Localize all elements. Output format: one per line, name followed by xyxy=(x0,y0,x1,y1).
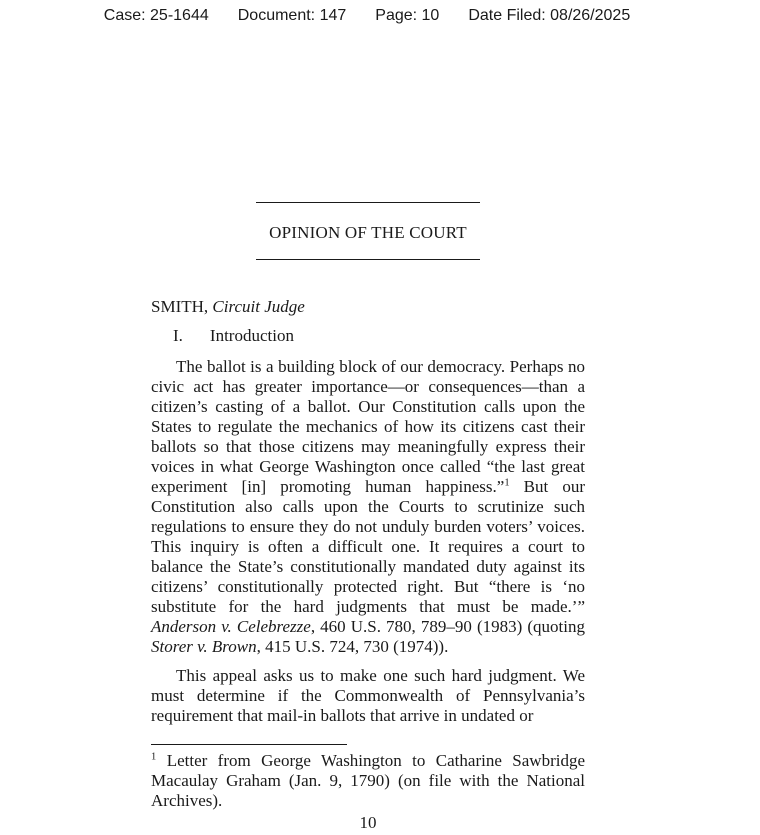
footnote-reference-1: 1 xyxy=(504,477,510,489)
body-paragraph-2: This appeal asks us to make one such hard judgment. We must determine if the Commonwealth of Pennsylvania’s requirement that mail-in ballots that arrive in undated or xyxy=(151,666,585,725)
case-citation-storer: Storer v. Brown xyxy=(151,637,257,656)
header-page-label: Page: 10 xyxy=(375,7,440,24)
author-name: SMITH, xyxy=(151,297,209,316)
footnote-1-text: Letter from George Washington to Catharine Sawbridge Macaulay Graham (Jan. 9, 1790) (on file with the National Archives). xyxy=(151,751,585,810)
header-case-label: Case: 25-1644 xyxy=(103,7,209,24)
body-paragraph-1 xyxy=(151,357,585,657)
paragraph1-text-4: , 415 U.S. 724, 730 (1974)). xyxy=(256,637,449,656)
page-number: 10 xyxy=(359,813,377,832)
case-citation-anderson: Anderson v. Celebrezze xyxy=(151,617,311,636)
section-numeral: I. xyxy=(173,326,183,345)
banner-rule-bottom xyxy=(256,259,480,260)
section-title: Introduction xyxy=(209,326,294,345)
opinion-banner xyxy=(256,202,480,260)
opinion-banner-title: OPINION OF THE COURT xyxy=(269,223,467,242)
pdf-stamp-header xyxy=(0,7,747,25)
footnote-marker-1: 1 xyxy=(151,751,157,763)
paragraph1-text-1: The ballot is a building block of our democracy. Perhaps no civic act has greater importance—or consequences—than a citizen’s casting of a ballot. Our Constitution calls upon the States to regulate the mechanics of how its citizens cast their ballots so that those citizens may meaningfully express their voices in what George Washington once called “the last great experiment [in] promoting human happiness.” xyxy=(151,357,585,496)
author-title: Circuit Judge xyxy=(212,297,305,316)
section-heading xyxy=(151,326,585,346)
author-line xyxy=(151,297,585,317)
paragraph1-text-2: But our Constitution also calls upon the Courts to scrutinize such regulations to ensure they do not unduly burden voters’ voices. This inquiry is often a difficult one. It requires a court to balance the State’s constitutionally mandated duty against its citizens’ constitutionally protected right. But “there is ‘no substitute for the hard judgments that must be made.’” xyxy=(151,477,585,616)
footnote-separator xyxy=(151,744,347,745)
footnote-1 xyxy=(151,751,585,811)
paragraph1-text-3: , 460 U.S. 780, 789–90 (1983) (quoting xyxy=(310,617,585,636)
banner-rule-top xyxy=(256,202,480,203)
footnote-block xyxy=(151,744,585,811)
opinion-body xyxy=(151,297,585,726)
header-date-filed-label: Date Filed: 08/26/2025 xyxy=(468,7,631,24)
header-document-label: Document: 147 xyxy=(237,7,347,24)
